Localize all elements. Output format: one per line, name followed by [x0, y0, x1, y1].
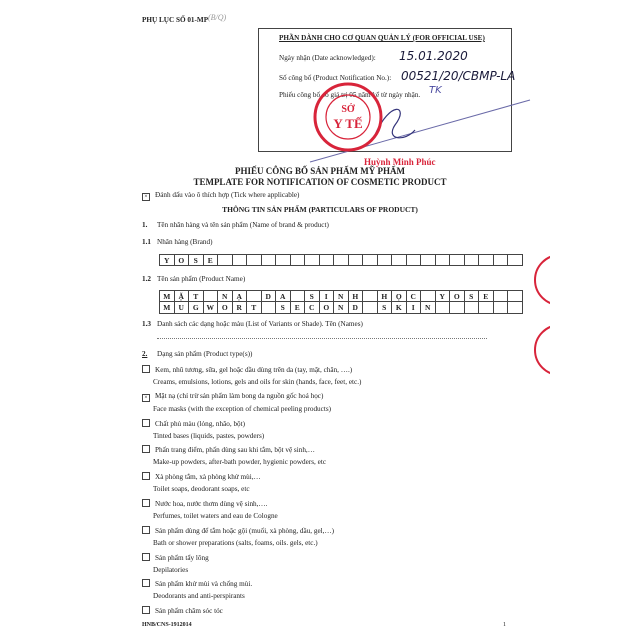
grid-cell [291, 290, 306, 302]
product-type-en: Face masks (with the exception of chemical peeling products) [153, 404, 332, 413]
product-type-item[interactable] [142, 499, 267, 508]
grid-cell: A [276, 290, 291, 302]
product-type-item[interactable] [142, 526, 334, 535]
grid-cell [291, 254, 306, 266]
product-type-vi: Xà phòng tắm, xà phòng khử mùi,… [155, 473, 261, 482]
official-title: PHẦN DÀNH CHO CƠ QUAN QUẢN LÝ (FOR OFFICIAL USE) [279, 34, 485, 42]
checkbox-icon[interactable] [142, 499, 150, 507]
grid-cell [436, 254, 451, 266]
checkbox-icon[interactable] [142, 419, 150, 427]
grid-cell: G [189, 302, 204, 314]
tick-note-text: Đánh dấu vào ô thích hợp (Tick where applicable) [155, 191, 300, 199]
product-type-item[interactable] [142, 553, 209, 562]
s11-number: 1.1 [142, 238, 151, 246]
grid-cell: Ặ [175, 290, 190, 302]
title-en: TEMPLATE FOR NOTIFICATION OF COSMETIC PRODUCT [193, 177, 447, 187]
notification-no-label: Số công bố (Product Notification No.): [279, 74, 392, 82]
product-type-en: Perfumes, toilet waters and eau de Cologne [153, 512, 278, 520]
product-type-item[interactable] [142, 579, 252, 588]
grid-cell: I [320, 290, 335, 302]
title-vi: PHIẾU CÔNG BỐ SẢN PHẨM MỸ PHẨM [235, 166, 405, 176]
product-type-vi: Sản phẩm dùng để tắm hoặc gội (muối, xà phòng, dầu, gel,…) [155, 526, 335, 535]
product-type-en: Toilet soaps, deodorant soaps, etc [153, 485, 250, 494]
checked-box-icon[interactable]: × [142, 394, 150, 402]
grid-cell: K [392, 302, 407, 314]
svg-text:Y TẾ: Y TẾ [333, 116, 363, 131]
grid-cell: S [378, 302, 393, 314]
grid-cell: O [218, 302, 233, 314]
product-type-vi: Mặt nạ (chỉ trừ sản phẩm làm bong da nguồn gốc hoá học) [155, 391, 324, 400]
product-type-en: Bath or shower preparations (salts, foams, oils. gels, etc.) [153, 538, 318, 547]
section-title: THÔNG TIN SẢN PHẨM (PARTICULARS OF PRODUCT) [222, 205, 418, 214]
grid-cell [508, 302, 523, 314]
grid-cell: Y [160, 254, 175, 266]
grid-cell [363, 254, 378, 266]
grid-cell: H [349, 290, 364, 302]
product-type-item[interactable] [142, 606, 223, 615]
grid-cell [262, 254, 277, 266]
footer-code: HNB/CNS-1912014 [142, 622, 192, 628]
grid-cell: S [465, 290, 480, 302]
grid-cell [508, 254, 523, 266]
grid-cell [204, 290, 219, 302]
checkbox-icon[interactable] [142, 365, 150, 373]
grid-cell: R [233, 302, 248, 314]
svg-text:SỞ: SỞ [341, 104, 355, 115]
s13-number: 1.3 [142, 320, 151, 328]
s11-label: Nhãn hàng (Brand) [157, 238, 213, 246]
grid-cell [349, 254, 364, 266]
checkbox-icon[interactable] [142, 606, 150, 614]
checkbox-icon[interactable] [142, 526, 150, 534]
initials: TK [429, 85, 442, 96]
grid-cell: T [247, 302, 262, 314]
grid-cell: S [276, 302, 291, 314]
grid-cell [465, 254, 480, 266]
grid-cell: H [378, 290, 393, 302]
grid-cell [247, 290, 262, 302]
grid-cell: T [189, 290, 204, 302]
brand-grid[interactable] [159, 254, 523, 266]
grid-cell [363, 302, 378, 314]
grid-cell: C [305, 302, 320, 314]
grid-cell: Y [436, 290, 451, 302]
grid-cell [378, 254, 393, 266]
s13-label: Danh sách các dạng hoặc màu (List of Variants or Shade). Tên (Names) [157, 320, 363, 328]
grid-cell: N [218, 290, 233, 302]
product-type-item[interactable] [142, 472, 261, 481]
grid-cell: E [479, 290, 494, 302]
grid-cell [436, 302, 451, 314]
product-type-item[interactable] [142, 445, 315, 454]
grid-cell: S [189, 254, 204, 266]
validity-note: Phiếu công bố có giá trị 05 năm kể từ ngày nhận. [279, 91, 421, 99]
grid-cell [247, 254, 262, 266]
grid-cell: N [421, 302, 436, 314]
product-name-grid-row1[interactable] [159, 290, 523, 302]
product-name-grid-row2[interactable] [159, 302, 523, 314]
grid-cell [421, 290, 436, 302]
grid-cell [276, 254, 291, 266]
variants-dotted-line[interactable] [157, 338, 487, 339]
s1-number: 1. [142, 221, 148, 229]
tick-note [142, 191, 299, 201]
grid-cell: O [450, 290, 465, 302]
grid-cell [479, 254, 494, 266]
grid-cell [305, 254, 320, 266]
product-type-vi: Phấn trang điểm, phấn dùng sau khi tắm, bột vệ sinh,… [155, 446, 315, 455]
grid-cell [262, 302, 277, 314]
grid-cell [392, 254, 407, 266]
grid-cell [363, 290, 378, 302]
notification-no-value: 00521/20/CBMP-LA [401, 69, 516, 83]
grid-cell: E [204, 254, 219, 266]
grid-cell [407, 254, 422, 266]
grid-cell: Ạ [233, 290, 248, 302]
grid-cell: O [320, 302, 335, 314]
grid-cell: D [349, 302, 364, 314]
s2-label: Dạng sản phẩm (Product type(s)) [157, 350, 253, 358]
s12-number: 1.2 [142, 275, 151, 283]
date-value: 15.01.2020 [399, 49, 468, 63]
product-type-en: Tinted bases (liquids, pastes, powders) [153, 431, 265, 440]
product-type-vi: Sản phẩm tẩy lông [155, 553, 209, 562]
annex-note: (B/Q) [208, 13, 227, 22]
grid-cell [320, 254, 335, 266]
product-type-vi: Sản phẩm khử mùi và chống mùi. [155, 580, 253, 589]
product-type-vi: Kem, nhũ tương, sữa, gel hoặc dầu dùng trên da (tay, mặt, chân, ….) [155, 366, 353, 374]
checkbox-icon[interactable] [142, 445, 150, 453]
product-type-item[interactable] [142, 419, 245, 428]
grid-cell: I [407, 302, 422, 314]
grid-cell: Ọ [392, 290, 407, 302]
product-type-en: Creams, emulsions, lotions, gels and oils for skin (hands, face, feet, etc.) [153, 378, 362, 386]
grid-cell [494, 290, 509, 302]
grid-cell: M [160, 290, 175, 302]
grid-cell: N [334, 302, 349, 314]
grid-cell [450, 254, 465, 266]
grid-cell: C [407, 290, 422, 302]
product-type-item[interactable] [142, 365, 352, 374]
grid-cell: U [175, 302, 190, 314]
s12-label: Tên sản phẩm (Product Name) [157, 275, 246, 283]
product-type-item[interactable] [142, 392, 323, 402]
grid-cell: O [175, 254, 190, 266]
product-type-vi: Nước hoa, nước thơm dùng vệ sinh,…. [155, 500, 268, 508]
side-stamp-fragment [530, 240, 550, 380]
grid-cell [233, 254, 248, 266]
grid-cell [479, 302, 494, 314]
grid-cell: S [305, 290, 320, 302]
grid-cell [465, 302, 480, 314]
grid-cell: M [160, 302, 175, 314]
grid-cell [494, 254, 509, 266]
checked-box-icon: × [142, 193, 150, 201]
date-label: Ngày nhận (Date acknowledged): [279, 54, 376, 62]
checkbox-icon[interactable] [142, 553, 150, 561]
page-number: 1 [503, 622, 506, 628]
s1-label: Tên nhãn hàng và tên sản phẩm (Name of brand & product) [157, 221, 329, 229]
product-type-en: Deodorants and anti-perspirants [153, 592, 245, 601]
product-type-vi: Chất phủ màu (lỏng, nhão, bột) [155, 419, 246, 428]
grid-cell: N [334, 290, 349, 302]
product-type-vi: Sản phẩm chăm sóc tóc [155, 607, 223, 616]
checkbox-icon[interactable] [142, 472, 150, 480]
grid-cell: D [262, 290, 277, 302]
grid-cell [218, 254, 233, 266]
product-type-en: Make-up powders, after-bath powder, hygienic powders, etc [153, 458, 327, 467]
grid-cell [421, 254, 436, 266]
grid-cell [494, 302, 509, 314]
grid-cell [450, 302, 465, 314]
product-type-en: Depilatories [153, 565, 189, 574]
signer-name: Huỳnh Minh Phúc [364, 157, 436, 167]
grid-cell [508, 290, 523, 302]
s2-number: 2. [142, 350, 148, 358]
checkbox-icon[interactable] [142, 579, 150, 587]
grid-cell: E [291, 302, 306, 314]
grid-cell [334, 254, 349, 266]
annex-label: PHỤ LỤC SỐ 01-MP [142, 16, 209, 24]
grid-cell: W [204, 302, 219, 314]
